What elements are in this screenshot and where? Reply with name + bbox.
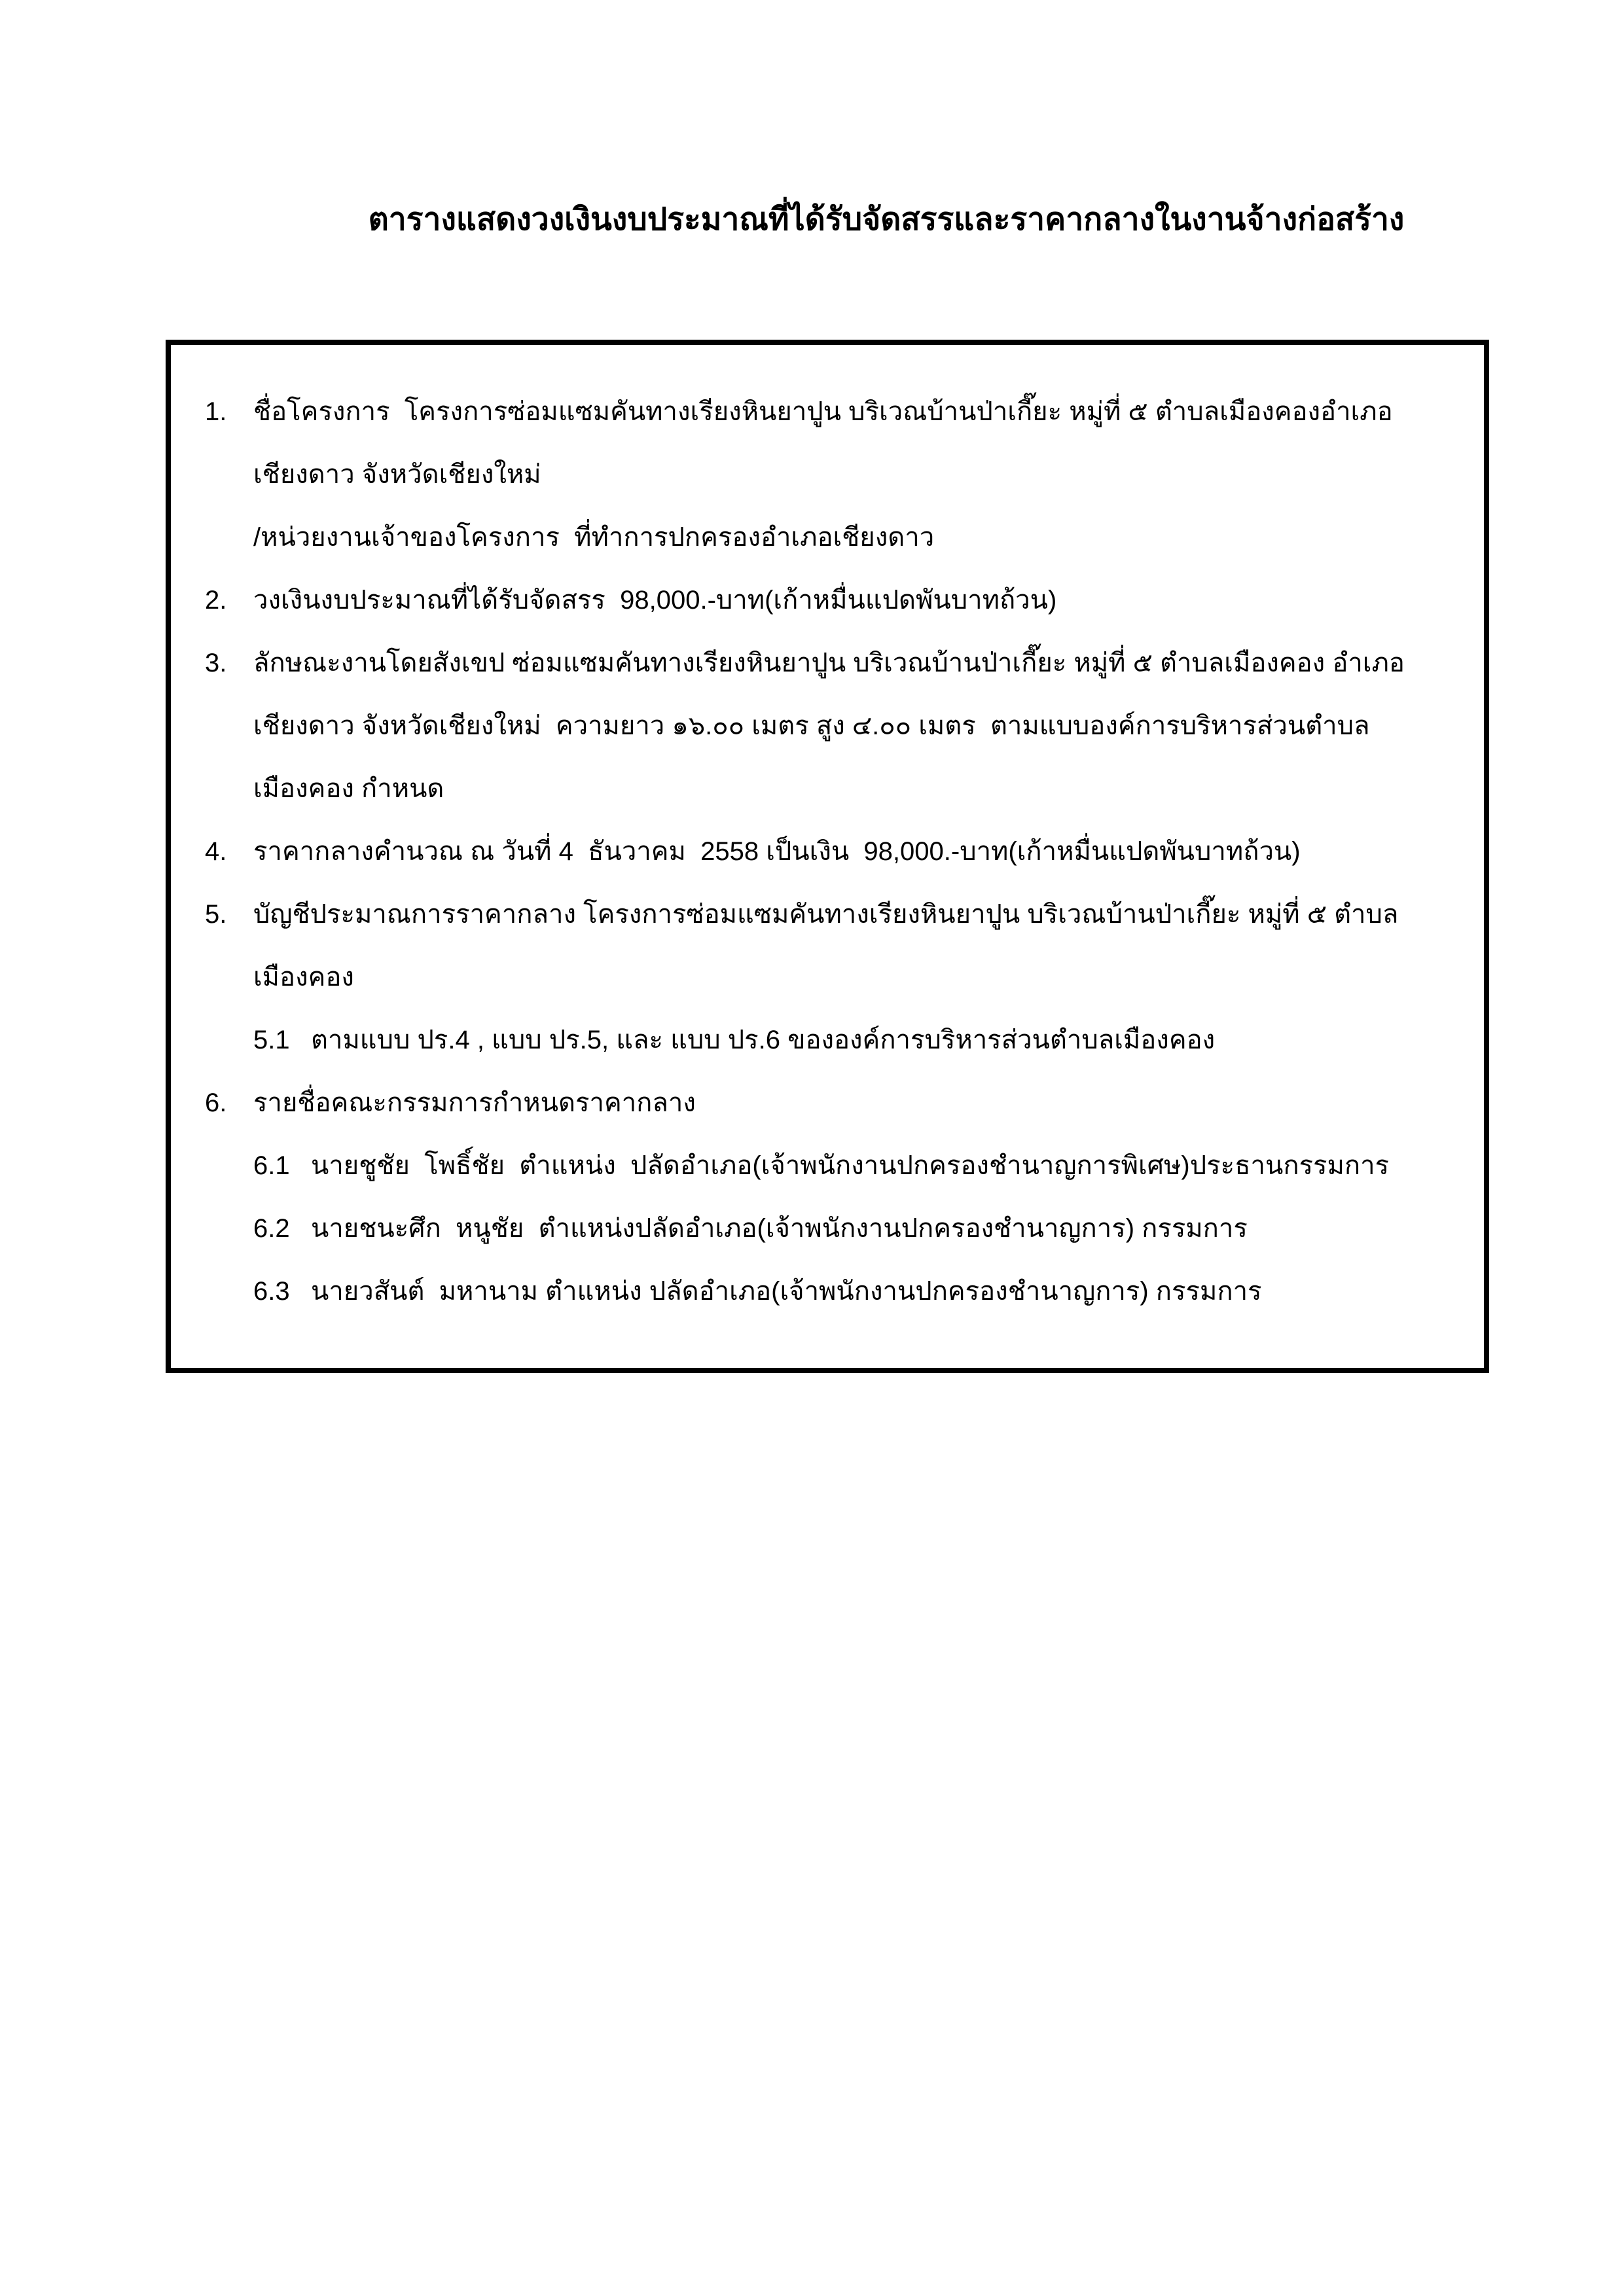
- committee-heading-text: รายชื่อคณะกรรมการกำหนดราคากลาง: [253, 1088, 696, 1117]
- price-estimate-location-text: เมืองคอง: [253, 963, 354, 992]
- work-dimensions-text: เชียงดาว จังหวัดเชียงใหม่ ความยาว ๑๖.๐๐ เมตร สูง ๔.๐๐ เมตร ตามแบบองค์การบริหารส่วนตำบล: [253, 711, 1370, 740]
- list-item-committee: [171, 1071, 1475, 1323]
- committee-member-text: นายชนะศึก หนูชัย ตำแหน่งปลัดอำเภอ(เจ้าพนักงานปกครองชำนาญการ) กรรมการ: [311, 1214, 1248, 1243]
- price-estimate-text: บัญชีประมาณการราคากลาง โครงการซ่อมแซมคันทางเรียงหินยาปูน บริเวณบ้านป่าเกี๊ยะ หมู่ที่ ๕ ตำบล: [253, 900, 1399, 929]
- price-estimate-continuation: [171, 946, 1475, 1009]
- page-title: ตารางแสดงวงเงินงบประมาณที่ได้รับจัดสรรและราคากลางในงานจ้างก่อสร้าง: [368, 202, 1405, 237]
- committee-row: [171, 1071, 1475, 1134]
- budget-text: วงเงินงบประมาณที่ได้รับจัดสรร 98,000.-บาท(เก้าหมื่นแปดพันบาทถ้วน): [253, 586, 1057, 615]
- list-item-work-description: [171, 632, 1475, 820]
- median-price-text: ราคากลางคำนวณ ณ วันที่ 4 ธันวาคม 2558 เป็นเงิน 98,000.-บาท(เก้าหมื่นแปดพันบาทถ้วน): [253, 837, 1301, 866]
- project-agency-row: [171, 506, 1475, 569]
- committee-member-chair: [171, 1134, 1475, 1197]
- work-spec-text: เมืองคอง กำหนด: [253, 774, 444, 803]
- price-estimate-row: [171, 883, 1475, 946]
- subitem-number: 6.1: [253, 1151, 290, 1180]
- list-item-median-price: [171, 820, 1475, 883]
- subitem-text: ตามแบบ ปร.4 , แบบ ปร.5, และ แบบ ปร.6 ขององค์การบริหารส่วนตำบลเมืองคอง: [311, 1026, 1216, 1054]
- project-name-text: ชื่อโครงการ โครงการซ่อมแซมคันทางเรียงหินยาปูน บริเวณบ้านป่าเกี๊ยะ หมู่ที่ ๕ ตำบลเมืองคองอำเภอ: [253, 397, 1393, 426]
- list-item-project-name: [171, 380, 1475, 569]
- price-estimate-subitem: [171, 1009, 1475, 1071]
- item-number: 5.: [205, 900, 227, 929]
- committee-member: [171, 1260, 1475, 1323]
- median-price-row: [171, 820, 1475, 883]
- project-name-continuation: [171, 443, 1475, 506]
- item-number: 6.: [205, 1088, 227, 1117]
- committee-member-text: นายวสันต์ มหานาม ตำแหน่ง ปลัดอำเภอ(เจ้าพนักงานปกครองชำนาญการ) กรรมการ: [311, 1277, 1262, 1306]
- item-number: 3.: [205, 649, 227, 677]
- subitem-number: 6.3: [253, 1277, 290, 1306]
- item-number: 2.: [205, 586, 227, 615]
- project-agency-text: /หน่วยงานเจ้าของโครงการ ที่ทำการปกครองอำเภอเชียงดาว: [253, 523, 935, 552]
- list-item-price-estimate: [171, 883, 1475, 1071]
- budget-row: [171, 569, 1475, 632]
- work-description-continuation: [171, 757, 1475, 820]
- committee-member: [171, 1197, 1475, 1260]
- project-info-box: [166, 340, 1489, 1373]
- item-number: 1.: [205, 397, 227, 426]
- committee-member-text: นายชูชัย โพธิ์ชัย ตำแหน่ง ปลัดอำเภอ(เจ้าพนักงานปกครองชำนาญการพิเศษ)ประธานกรรมการ: [311, 1151, 1390, 1180]
- project-name-row: [171, 380, 1475, 443]
- item-number: 4.: [205, 837, 227, 866]
- work-description-row: [171, 632, 1475, 694]
- subitem-number: 5.1: [253, 1026, 290, 1054]
- work-description-continuation: [171, 694, 1475, 757]
- subitem-number: 6.2: [253, 1214, 290, 1243]
- project-location-text: เชียงดาว จังหวัดเชียงใหม่: [253, 460, 541, 489]
- list-item-budget: [171, 569, 1475, 632]
- work-description-text: ลักษณะงานโดยสังเขป ซ่อมแซมคันทางเรียงหินยาปูน บริเวณบ้านป่าเกี๊ยะ หมู่ที่ ๕ ตำบลเมืองคอง อำเภอ: [253, 649, 1405, 677]
